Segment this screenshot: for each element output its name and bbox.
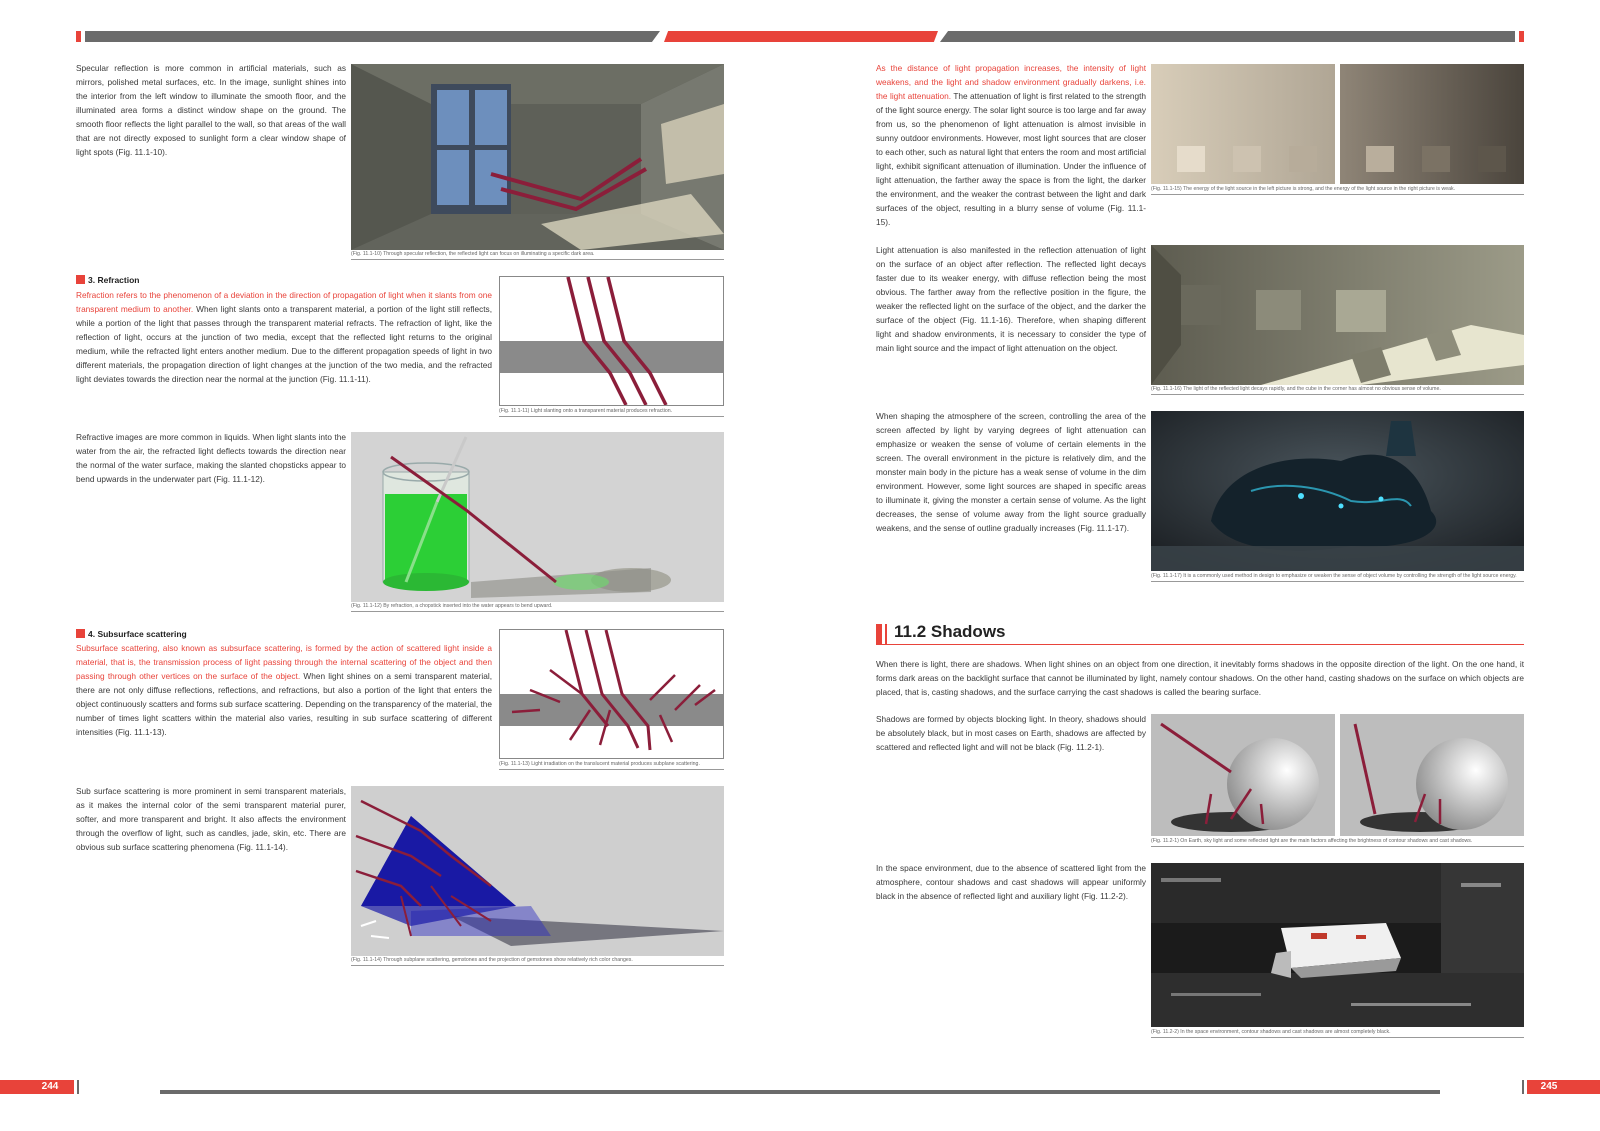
figure-sphere-shadow-left	[1151, 714, 1335, 836]
caption-fig-11-2-1: (Fig. 11.2-1) On Earth, sky light and some reflected light are the main factors affecting the brightness of contour shadows and cast shadows.	[1151, 838, 1524, 847]
heading-refraction	[76, 275, 140, 285]
figure-sphere-shadow-right	[1340, 714, 1524, 836]
paragraph-liquids: Refractive images are more common in liquids. When light slants into the water from the air, the refracted light deflects towards the direction near the normal of the water surface, making the slanted chopsticks appear to bend upwards in the underwater part (Fig. 11.1-12).	[76, 432, 346, 484]
caption-fig-11-1-11: (Fig. 11.1-11) Light slanting onto a transparent material produces refraction.	[499, 408, 724, 417]
caption-fig-11-1-13: (Fig. 11.1-13) Light irradiation on the translucent material produces subplane scattering.	[499, 761, 724, 770]
refraction-body: When light slants onto a transparent material, a portion of the light still reflects, while a portion of the light that passes through the transparent material refracts. The refraction of light, like the reflection of light, occurs at the junction of two media, except that the reflected light returns to the original medium, while the refracted light enters another medium. Due to the different propagation speeds of light in two different materials, the propagation direction of light changes at the junction of the two media, and the refracted light deviates towards the direction near the normal at the junction (Fig. 11.1-11).	[76, 304, 492, 384]
figure-gemstone	[351, 786, 724, 956]
refraction-definition: Refraction refers to the phenomenon of a deviation in the direction of propagation of light when it slants from one transparent medium to another.	[76, 290, 492, 314]
section-title: 11.2 Shadows	[894, 622, 1006, 641]
paragraph-subsurface	[76, 641, 492, 739]
heading-refraction-text: 3. Refraction	[88, 275, 140, 285]
section-title-marker-thin	[885, 624, 887, 644]
paragraph-refraction	[76, 288, 492, 386]
heading-subsurface-text: 4. Subsurface scattering	[88, 629, 187, 639]
bottom-bar-right-tick	[1522, 1080, 1524, 1094]
paragraph-translucent: Sub surface scattering is more prominent in semi transparent materials, as it makes the internal color of the semi transparent material purer, softer, and more transparent and bright. It also affects the environment through the overflow of light, such as candles, jade, skin, etc. There are obvious sub surface scattering phenomena (Fig. 11.1-14).	[76, 786, 346, 852]
attenuation-definition: As the distance of light propagation increases, the intensity of light weakens, and the light and shadow environment gradually darkens, i.e. the light attenuation.	[876, 63, 1146, 101]
figure-specular-reflection	[351, 64, 724, 250]
heading-marker	[76, 275, 85, 284]
bottom-rule	[160, 1090, 1440, 1094]
paragraph-shadows-earth: Shadows are formed by objects blocking light. In theory, shadows should be absolutely black, but in most cases on Earth, shadows are affected by scattered and reflected light and will not be black (Fig. 11.2-1).	[876, 714, 1146, 752]
caption-fig-11-1-16: (Fig. 11.1-16) The light of the reflected light decays rapidly, and the cube in the corner has almost no obvious sense of volume.	[1151, 386, 1524, 395]
paragraph-shadows-intro: When there is light, there are shadows. When light shines on an object from one direction, it inevitably forms shadows in the opposite direction of the light. On the one hand, it forms dark areas on the backlight surface that cannot be illuminated by light, namely contour shadows. On the other hand, casting shadows on the surface on which objects are placed, that is, casting shadows, and the surface carrying the cast shadows is called the bearing surface.	[876, 659, 1524, 697]
figure-attenuation-strong	[1151, 64, 1335, 184]
section-title-rule	[876, 644, 1524, 645]
figure-attenuation-weak	[1340, 64, 1524, 184]
paragraph-attenuation	[876, 61, 1146, 229]
caption-fig-11-1-14: (Fig. 11.1-14) Through subplane scattering, gemstones and the projection of gemstones show relatively rich color changes.	[351, 957, 724, 966]
top-bar-right	[940, 31, 1515, 42]
section-title-marker	[876, 624, 882, 644]
attenuation-body: The attenuation of light is first related to the strength of the light source energy. The solar light source is too large and far away from us, so the phenomenon of light attenuation is almost invisible in sunny outdoor environments. However, most light sources that are closer to each other, such as natural light that enters the room and most artificial light, exhibit significant attenuation of illumination. Under the influence of light attenuation, the farther away the space is from the light, the darker the environment, and the weaker the contrast between the light and dark surfaces of the object, resulting in a blurry sense of volume (Fig. 11.1-15).	[876, 91, 1146, 227]
figure-refraction-diagram	[499, 276, 724, 406]
figure-chopstick-glass	[351, 432, 724, 602]
figure-space-ship	[1151, 863, 1524, 1027]
page-number-right: 245	[1540, 1081, 1558, 1092]
subsurface-definition: Subsurface scattering, also known as subsurface scattering, is formed by the action of scattered light inside a material, that is, the transmission process of light passing through the internal scattering of the object and then passing through other vertices on the surface of the object.	[76, 643, 492, 681]
caption-fig-11-1-12: (Fig. 11.1-12) By refraction, a chopstick inserted into the water appears to bend upward.	[351, 603, 724, 612]
paragraph-specular: Specular reflection is more common in artificial materials, such as mirrors, polished metal surfaces, etc. In the image, sunlight shines into the interior from the left window to illuminate the smooth floor, and the illuminated area forms a distinct window shape on the ground. The smooth floor reflects the light parallel to the wall, so that areas of the wall that are not directly exposed to sunlight form a clear window shape of light spots (Fig. 11.1-10).	[76, 63, 346, 157]
caption-fig-11-2-2: (Fig. 11.2-2) In the space environment, contour shadows and cast shadows are almost completely black.	[1151, 1029, 1524, 1038]
heading-marker	[76, 629, 85, 638]
subsurface-body: When light shines on a semi transparent material, there are not only diffuse reflections, reflections, and refractions, but also a portion of the light that enters the object continuously scatters and forms sub surface scattering. Depending on the transparency of the material, the number of times light scatters within the material also varies, resulting in sub surface scattering of different intensities (Fig. 11.1-13).	[76, 671, 492, 737]
top-bar-center-accent	[664, 31, 938, 42]
top-bar-left-accent	[76, 31, 81, 42]
top-bar-right-accent	[1519, 31, 1524, 42]
paragraph-reflection-attenuation: Light attenuation is also manifested in the reflection attenuation of light on the surface of an object after reflection. The reflected light decays faster due to its weaker energy, with diffuse reflection being the most obvious. The farther away from the reflective position in the figure, the weaker the reflected light on the surface of the object, and the darker the surface of the object (Fig. 11.1-16). Therefore, when shaping different light and shadow environments, it is necessary to consider the type of main light source and the impact of light attenuation on the object.	[876, 245, 1146, 353]
caption-fig-11-1-17: (Fig. 11.1-17) It is a commonly used method in design to emphasize or weaken the sense of object volume by controlling the strength of the light source energy.	[1151, 573, 1524, 582]
paragraph-atmosphere: When shaping the atmosphere of the screen, controlling the area of the screen affected by light by varying degrees of light attenuation can emphasize or weaken the sense of volume of certain elements in the screen. The overall environment in the picture is relatively dim, and the monster main body in the picture has a weak sense of volume in the dim environment. However, some light sources are shaped in specific areas to illuminate it, giving the monster a certain sense of volume. As the light decreases, the sense of volume away from the light source gradually weakens, and the sense of outline gradually increases (Fig. 11.1-17).	[876, 411, 1146, 533]
heading-subsurface	[76, 629, 187, 639]
caption-fig-11-1-15: (Fig. 11.1-15) The energy of the light source in the left picture is strong, and the energy of the light source in the right picture is weak.	[1151, 186, 1524, 195]
caption-fig-11-1-10: (Fig. 11.1-10) Through specular reflection, the reflected light can focus on illuminating a specific dark area.	[351, 251, 724, 260]
top-bar-left	[85, 31, 660, 42]
figure-reflected-light-decay	[1151, 245, 1524, 385]
bottom-bar-left-tick	[77, 1080, 79, 1094]
page-number-left: 244	[41, 1081, 59, 1092]
figure-monster	[1151, 411, 1524, 571]
paragraph-space-shadows: In the space environment, due to the absence of scattered light from the atmosphere, contour shadows and cast shadows will appear uniformly black in the absence of reflected light and auxiliary light (Fig. 11.2-2).	[876, 863, 1146, 901]
figure-subsurface-diagram	[499, 629, 724, 759]
